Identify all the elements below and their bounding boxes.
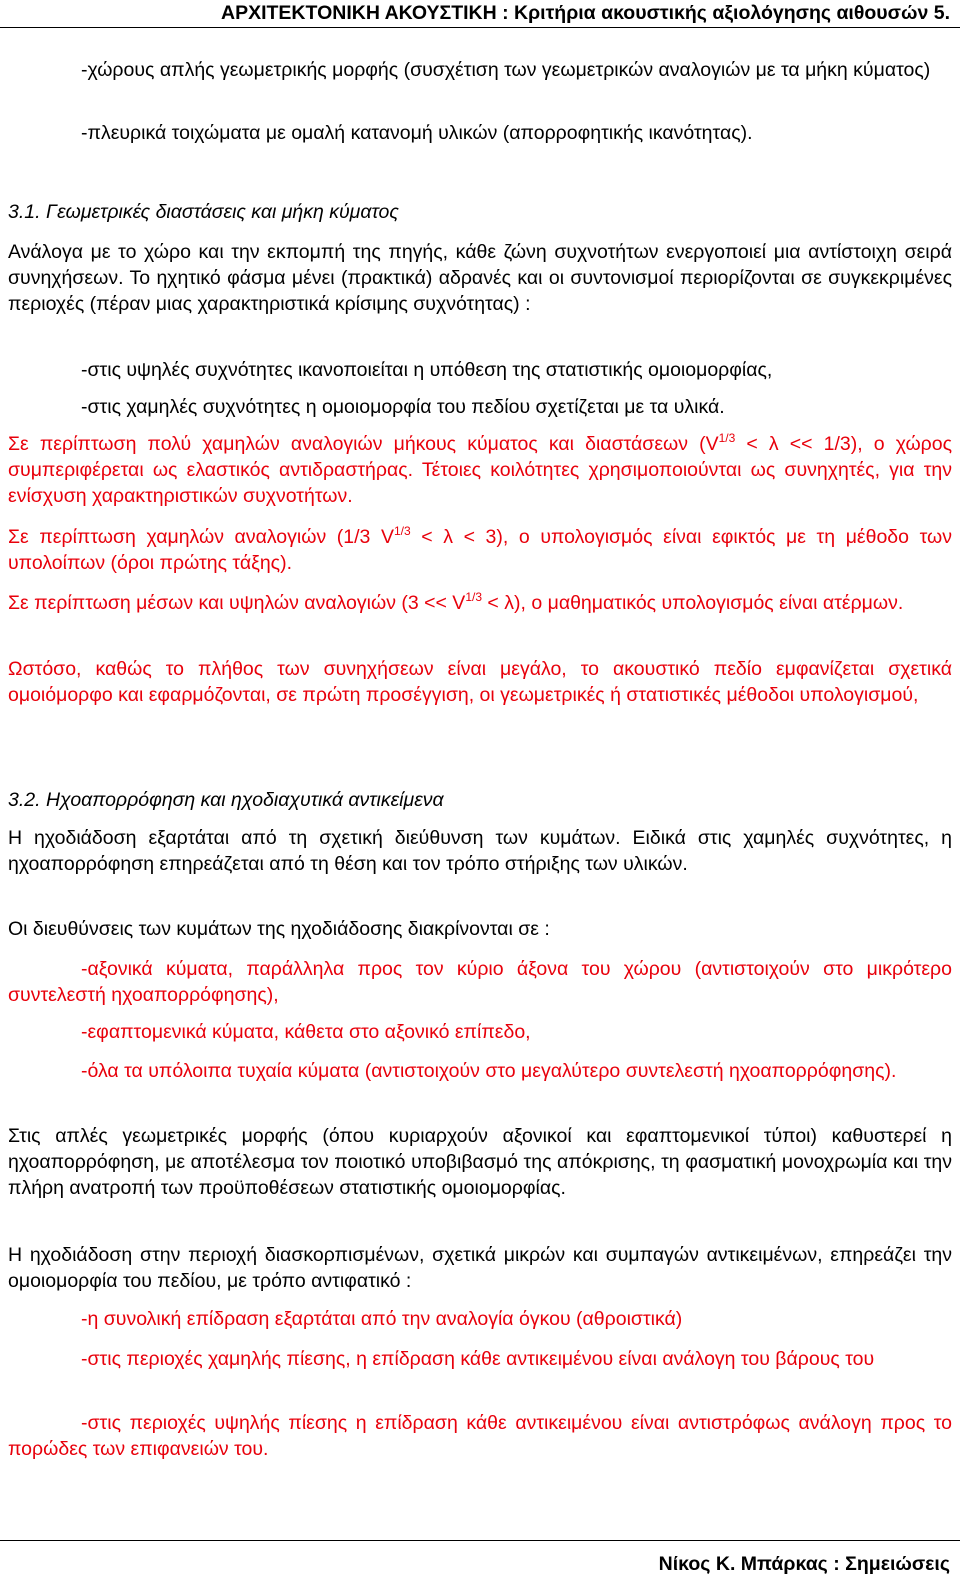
bullet-low-frequencies: -στις χαμηλές συχνότητες η ομοιομορφία του πεδίου σχετίζεται με τα υλικά. [81,396,725,418]
running-title: ΑΡΧΙΤΕΚΤΟΝΙΚΗ ΑΚΟΥΣΤΙΚΗ : Κριτήρια ακουστικής αξιολόγησης αιθουσών 5. [221,2,950,24]
red-paragraph-many-resonances: Ωστόσο, καθώς το πλήθος των συνηχήσεων είναι μεγάλο, το ακουστικό πεδίο εμφανίζεται σχετικά ομοιόμορφο και εφαρμόζονται, σε πρώτη προσέγγιση, οι γεωμετρικές ή στατιστικές μέθοδοι υπολογισμού, [8,658,952,706]
text-part: < λ < 3), ο υπολογισμός είναι εφικτός με τη μέθοδο των υπολοίπων (όροι πρώτης τάξης). [8,526,952,574]
text-part: Σε περίπτωση πολύ χαμηλών αναλογιών μήκους κύματος και διαστάσεων (V [8,433,719,455]
red-bullet-volume-ratio: -η συνολική επίδραση εξαρτάται από την αναλογία όγκου (αθροιστικά) [81,1308,683,1330]
intro-paragraph-1: -χώρους απλής γεωμετρικής μορφής (συσχέτιση των γεωμετρικών αναλογιών με τα μήκη κύματος) [81,59,931,81]
superscript: 1/3 [465,590,483,604]
text-part: < λ), ο μαθηματικός υπολογισμός είναι ατέρμων. [482,592,904,614]
superscript: 1/3 [718,431,736,445]
superscript: 1/3 [394,524,411,538]
section-3-1-heading: 3.1. Γεωμετρικές διαστάσεις και μήκη κύματος [8,201,399,223]
author-signature: Νίκος Κ. Μπάρκας : Σημειώσεις [658,1553,950,1575]
red-paragraph-medium-high-ratios [8,590,952,616]
red-bullet-tangential-waves: -εφαπτομενικά κύματα, κάθετα στο αξονικό επίπεδο, [81,1021,531,1043]
section-3-2-paragraph-1: Η ηχοδιάδοση εξαρτάται από τη σχετική διεύθυνση των κυμάτων. Ειδικά στις χαμηλές συχνότητες, η ηχοαπορρόφηση επηρεάζεται από τη θέση και τον τρόπο στήριξης των υλικών. [8,827,952,875]
red-paragraph-low-ratios [8,524,952,576]
red-paragraph-very-low-ratios [8,431,952,509]
section-3-2-heading: 3.2. Ηχοαπορρόφηση και ηχοδιαχυτικά αντικείμενα [8,789,444,811]
red-bullet-axial-waves: -αξονικά κύματα, παράλληλα προς τον κύριο άξονα του χώρου (αντιστοιχούν στο μικρότερο συντελεστή ηχοαπορρόφησης), [8,958,952,1006]
section-3-2-paragraph-2: Οι διευθύνσεις των κυμάτων της ηχοδιάδοσης διακρίνονται σε : [8,918,550,940]
text-part: Σε περίπτωση χαμηλών αναλογιών (1/3 V [8,526,394,548]
red-bullet-random-waves: -όλα τα υπόλοιπα τυχαία κύματα (αντιστοιχούν στο μεγαλύτερο συντελεστή ηχοαπορρόφησης). [81,1060,897,1082]
text-part: < λ << 1/3), ο χώρος συμπεριφέρεται ως ελαστικός αντιδραστήρας. Τέτοιες κοιλότητες χρησιμοποιούνται ως συνηχητές, για την ενίσχυση χαρακτηριστικών συχνοτήτων. [8,433,952,507]
section-3-1-paragraph: Ανάλογα με το χώρο και την εκπομπή της πηγής, κάθε ζώνη συχνοτήτων ενεργοποιεί μια αντίστοιχη σειρά συνηχήσεων. Το ηχητικό φάσμα μένει (πρακτικά) αδρανές και οι συντονισμοί περιορίζονται σε συγκεκριμένες περιοχές (πέραν μιας χαρακτηριστικά κρίσιμης συχνότητας) : [8,241,952,315]
page-header [0,0,960,28]
red-bullet-high-pressure: -στις περιοχές υψηλής πίεσης η επίδραση κάθε αντικειμένου είναι αντιστρόφως ανάλογη προς το πορώδες των επιφανειών του. [8,1412,952,1460]
red-bullet-low-pressure: -στις περιοχές χαμηλής πίεσης, η επίδραση κάθε αντικειμένου είναι ανάλογη του βάρους του [81,1348,875,1370]
section-3-2-paragraph-4: Η ηχοδιάδοση στην περιοχή διασκορπισμένων, σχετικά μικρών και συμπαγών αντικειμένων, επηρεάζει την ομοιομορφία του πεδίου, με τρόπο αντιφατικό : [8,1244,952,1292]
section-3-2-paragraph-3: Στις απλές γεωμετρικές μορφής (όπου κυριαρχούν αξονικοί και εφαπτομενικοί τύποι) καθυστερεί η ηχοαπορρόφηση, με αποτέλεσμα τον ποιοτικό υποβιβασμό της απόκρισης, τη φασματική μονοχρωμία και την πλήρη ανατροπή των προϋποθέσεων στατιστικής ομοιομορφίας. [8,1125,952,1199]
bullet-high-frequencies: -στις υψηλές συχνότητες ικανοποιείται η υπόθεση της στατιστικής ομοιομορφίας, [81,359,773,381]
text-part: Σε περίπτωση μέσων και υψηλών αναλογιών (3 << V [8,592,466,614]
page-footer [0,1540,960,1575]
intro-paragraph-2: -πλευρικά τοιχώματα με ομαλή κατανομή υλικών (απορροφητικής ικανότητας). [81,122,753,144]
